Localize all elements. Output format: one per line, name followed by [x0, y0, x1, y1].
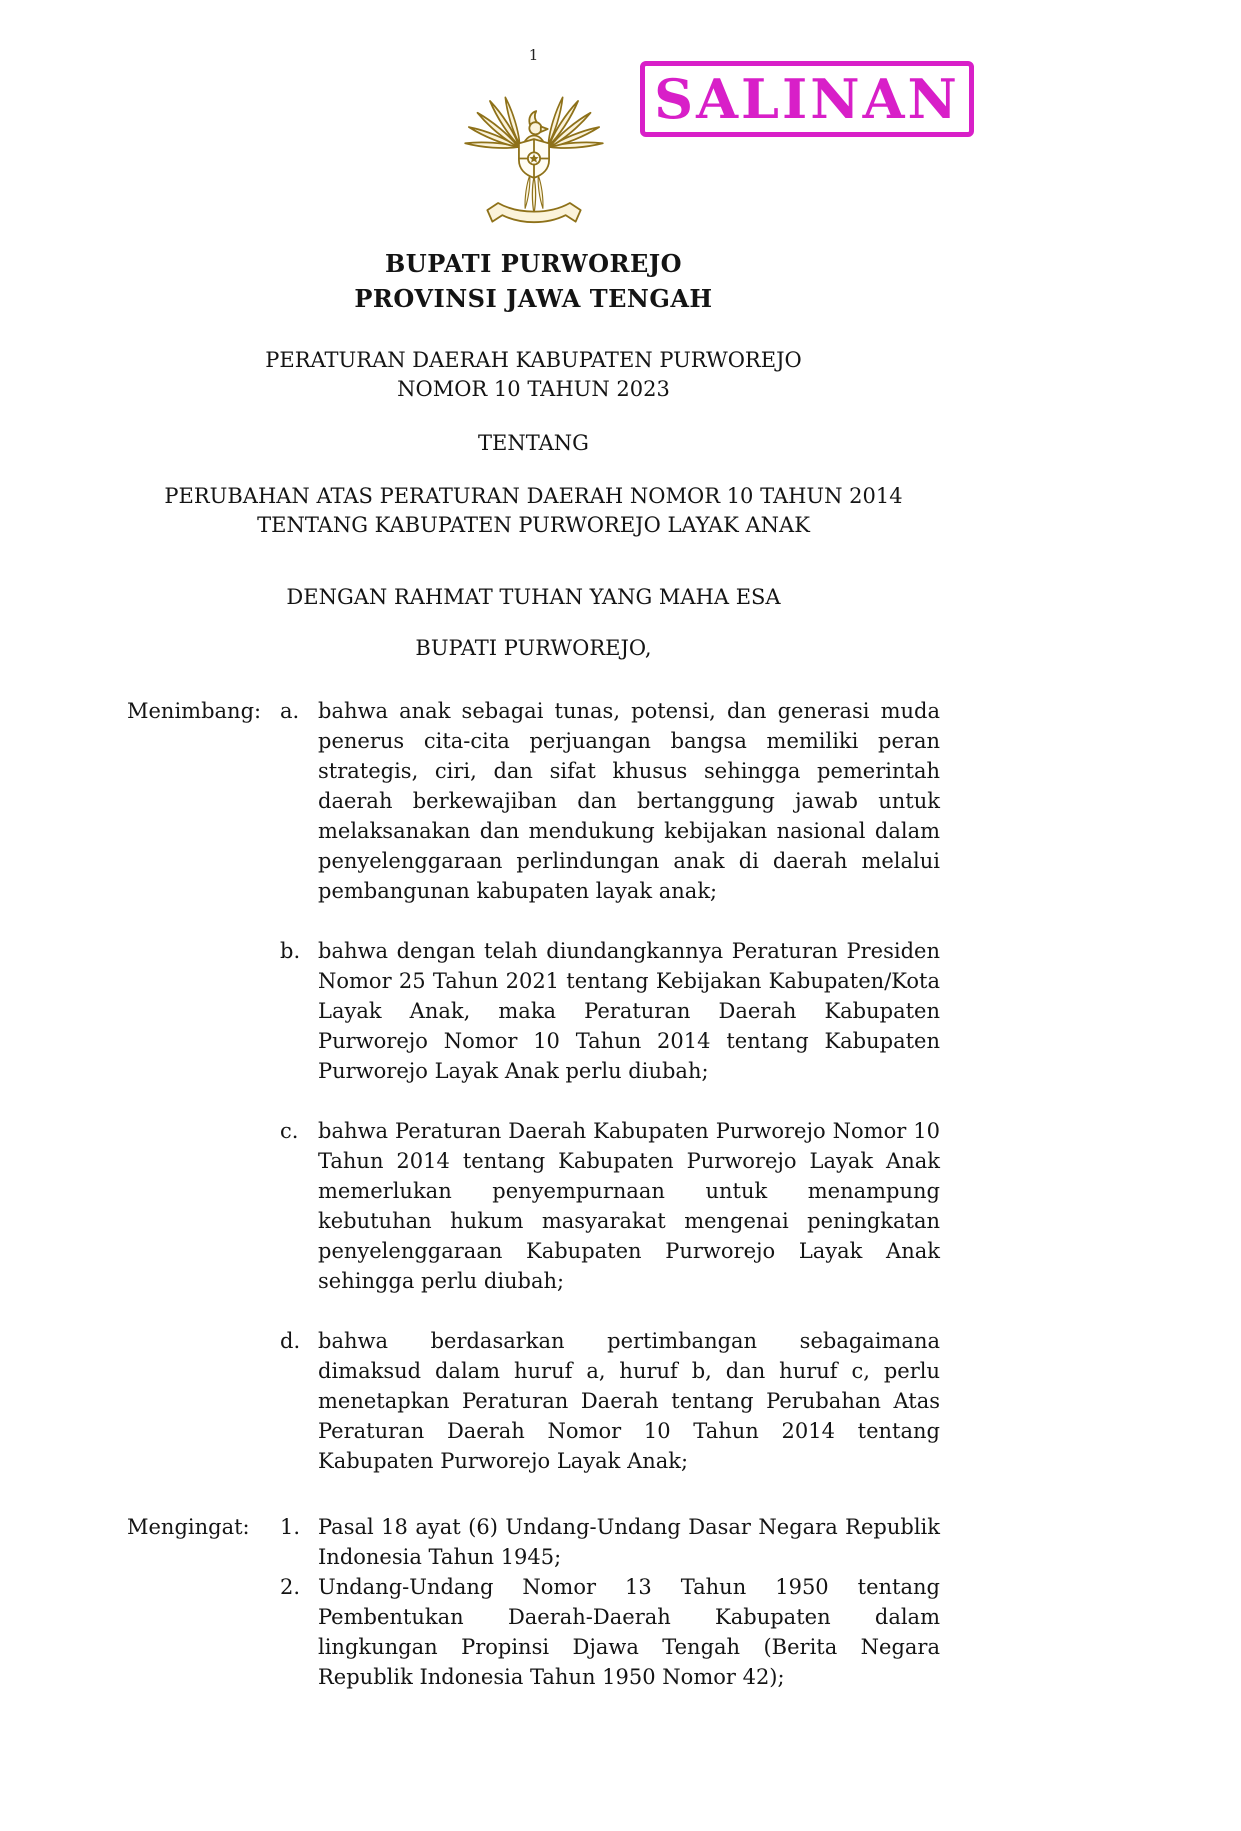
- list-item: [280, 1326, 940, 1476]
- regulation-number: NOMOR 10 TAHUN 2023: [397, 377, 670, 401]
- item-text: bahwa berdasarkan pertimbangan sebagaimana dimaksud dalam huruf a, huruf b, dan huruf c, perlu menetapkan Peraturan Daerah tentang Perubahan Atas Peraturan Daerah Nomor 10 Tahun 2014 tentang Kabupaten Purworejo Layak Anak;: [318, 1329, 940, 1473]
- regulation-title: [127, 346, 940, 404]
- item-marker: b.: [280, 939, 301, 963]
- list-item: [280, 1572, 940, 1692]
- menimbang-label: Menimbang:: [127, 699, 262, 723]
- item-marker: d.: [280, 1329, 301, 1353]
- invocation-line: DENGAN RAHMAT TUHAN YANG MAHA ESA: [286, 585, 781, 609]
- document-content: [127, 0, 940, 1692]
- menimbang-section: [127, 696, 940, 1476]
- government-title-line2: PROVINSI JAWA TENGAH: [354, 284, 713, 313]
- salinan-stamp: [640, 61, 974, 137]
- head: [529, 122, 541, 134]
- mengingat-items: [280, 1512, 940, 1692]
- salinan-stamp-label: SALINAN: [654, 67, 960, 131]
- item-text: bahwa dengan telah diundangkannya Peraturan Presiden Nomor 25 Tahun 2021 tentang Kebijakan Kabupaten/Kota Layak Anak, maka Peraturan Daerah Kabupaten Purworejo Nomor 10 Tahun 2014 tentang Kabupaten Purworejo Layak Anak perlu diubah;: [318, 939, 940, 1083]
- page-number: 1: [528, 46, 539, 64]
- item-text: bahwa Peraturan Daerah Kabupaten Purworejo Nomor 10 Tahun 2014 tentang Kabupaten Purworejo Layak Anak memerlukan penyempurnaan untuk menampung kebutuhan hukum masyarakat mengenai peningkatan penyelenggaraan Kabupaten Purworejo Layak Anak sehingga perlu diubah;: [318, 1119, 940, 1293]
- mengingat-label: Mengingat:: [127, 1515, 250, 1539]
- item-text: bahwa anak sebagai tunas, potensi, dan generasi muda penerus cita-cita perjuangan bangsa memiliki peran strategis, ciri, dan sifat khusus sehingga pemerintah daerah berkewajiban dan bertanggung jawab untuk melaksanakan dan mendukung kebijakan nasional dalam penyelenggaraan perlindungan anak di daerah melalui pembangunan kabupaten layak anak;: [318, 699, 940, 903]
- item-text: Pasal 18 ayat (6) Undang-Undang Dasar Negara Republik Indonesia Tahun 1945;: [318, 1515, 940, 1569]
- tail: [523, 175, 544, 213]
- regulation-subject: [127, 482, 940, 540]
- item-text: Undang-Undang Nomor 13 Tahun 1950 tentang Pembentukan Daerah-Daerah Kabupaten dalam lingkungan Propinsi Djawa Tengah (Berita Negara Republik Indonesia Tahun 1950 Nomor 42);: [318, 1575, 940, 1689]
- beak: [540, 127, 547, 132]
- government-title-line1: BUPATI PURWOREJO: [384, 249, 683, 278]
- tentang-heading: TENTANG: [478, 431, 589, 455]
- list-item: [280, 696, 940, 906]
- regulation-subject-line2: TENTANG KABUPATEN PURWOREJO LAYAK ANAK: [257, 513, 810, 537]
- list-item: [280, 1116, 940, 1296]
- item-marker: a.: [280, 699, 300, 723]
- issuer-line: BUPATI PURWOREJO,: [415, 636, 652, 660]
- list-item: [280, 936, 940, 1086]
- government-title: [127, 246, 940, 316]
- list-item: [280, 1512, 940, 1572]
- regulation-subject-line1: PERUBAHAN ATAS PERATURAN DAERAH NOMOR 10 TAHUN 2014: [164, 484, 903, 508]
- item-marker: c.: [280, 1119, 299, 1143]
- item-marker: 2.: [280, 1575, 301, 1599]
- garuda-pancasila-emblem-icon: [455, 68, 613, 236]
- item-marker: 1.: [280, 1515, 301, 1539]
- left-wing: [465, 97, 522, 150]
- regulation-title-line1: PERATURAN DAERAH KABUPATEN PURWOREJO: [265, 348, 802, 372]
- mengingat-section: [127, 1512, 940, 1692]
- right-wing: [546, 97, 603, 150]
- menimbang-items: [280, 696, 940, 1476]
